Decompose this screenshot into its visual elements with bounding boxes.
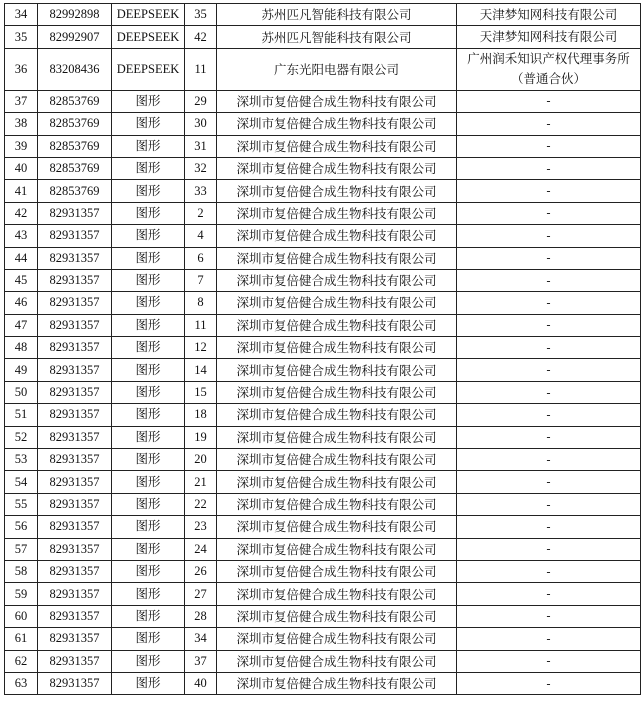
agent-cell: 广州润禾知识产权代理事务所（普通合伙） <box>457 48 641 90</box>
trademark-name-cell: DEEPSEEK <box>112 4 185 26</box>
table-row <box>5 292 641 314</box>
registration-number-cell: 82931357 <box>38 672 112 694</box>
applicant-cell: 深圳市复倍健合成生物科技有限公司 <box>217 292 457 314</box>
applicant-cell: 广东光阳电器有限公司 <box>217 48 457 90</box>
trademark-name-cell: 图形 <box>112 449 185 471</box>
agent-cell: - <box>457 672 641 694</box>
table-row <box>5 426 641 448</box>
row-number-cell: 49 <box>5 359 38 381</box>
applicant-cell: 深圳市复倍健合成生物科技有限公司 <box>217 202 457 224</box>
registration-number-cell: 82931357 <box>38 247 112 269</box>
class-cell: 31 <box>185 135 217 157</box>
trademark-name-cell: 图形 <box>112 493 185 515</box>
row-number-cell: 54 <box>5 471 38 493</box>
table-row <box>5 672 641 694</box>
table-row <box>5 247 641 269</box>
agent-cell: - <box>457 516 641 538</box>
applicant-cell: 深圳市复倍健合成生物科技有限公司 <box>217 493 457 515</box>
trademark-name-cell: 图形 <box>112 516 185 538</box>
trademark-name-cell: 图形 <box>112 90 185 112</box>
registration-number-cell: 82931357 <box>38 359 112 381</box>
row-number-cell: 42 <box>5 202 38 224</box>
registration-number-cell: 82931357 <box>38 225 112 247</box>
registration-number-cell: 82931357 <box>38 650 112 672</box>
applicant-cell: 深圳市复倍健合成生物科技有限公司 <box>217 560 457 582</box>
table-row <box>5 650 641 672</box>
applicant-cell: 苏州匹凡智能科技有限公司 <box>217 26 457 48</box>
table-row <box>5 628 641 650</box>
agent-cell: - <box>457 202 641 224</box>
agent-cell: - <box>457 493 641 515</box>
agent-cell: 天津梦知网科技有限公司 <box>457 26 641 48</box>
applicant-cell: 深圳市复倍健合成生物科技有限公司 <box>217 314 457 336</box>
table-row <box>5 516 641 538</box>
class-cell: 2 <box>185 202 217 224</box>
agent-cell: - <box>457 471 641 493</box>
agent-cell: - <box>457 90 641 112</box>
row-number-cell: 58 <box>5 560 38 582</box>
class-cell: 7 <box>185 269 217 291</box>
row-number-cell: 35 <box>5 26 38 48</box>
trademark-name-cell: 图形 <box>112 560 185 582</box>
table-row <box>5 269 641 291</box>
trademark-name-cell: 图形 <box>112 672 185 694</box>
class-cell: 14 <box>185 359 217 381</box>
applicant-cell: 深圳市复倍健合成生物科技有限公司 <box>217 426 457 448</box>
agent-cell: - <box>457 225 641 247</box>
class-cell: 8 <box>185 292 217 314</box>
registration-number-cell: 82853769 <box>38 180 112 202</box>
row-number-cell: 57 <box>5 538 38 560</box>
agent-cell: - <box>457 292 641 314</box>
applicant-cell: 深圳市复倍健合成生物科技有限公司 <box>217 605 457 627</box>
trademark-name-cell: 图形 <box>112 650 185 672</box>
trademark-name-cell: 图形 <box>112 359 185 381</box>
applicant-cell: 深圳市复倍健合成生物科技有限公司 <box>217 269 457 291</box>
registration-number-cell: 82931357 <box>38 202 112 224</box>
class-cell: 6 <box>185 247 217 269</box>
class-cell: 21 <box>185 471 217 493</box>
class-cell: 40 <box>185 672 217 694</box>
registration-number-cell: 82931357 <box>38 426 112 448</box>
table-row <box>5 337 641 359</box>
applicant-cell: 深圳市复倍健合成生物科技有限公司 <box>217 157 457 179</box>
trademark-table <box>4 3 641 695</box>
registration-number-cell: 83208436 <box>38 48 112 90</box>
row-number-cell: 61 <box>5 628 38 650</box>
class-cell: 20 <box>185 449 217 471</box>
table-row <box>5 404 641 426</box>
table-row <box>5 449 641 471</box>
class-cell: 33 <box>185 180 217 202</box>
row-number-cell: 41 <box>5 180 38 202</box>
registration-number-cell: 82931357 <box>38 337 112 359</box>
row-number-cell: 53 <box>5 449 38 471</box>
row-number-cell: 45 <box>5 269 38 291</box>
class-cell: 29 <box>185 90 217 112</box>
agent-cell: - <box>457 247 641 269</box>
class-cell: 32 <box>185 157 217 179</box>
applicant-cell: 深圳市复倍健合成生物科技有限公司 <box>217 180 457 202</box>
trademark-name-cell: 图形 <box>112 247 185 269</box>
agent-cell: - <box>457 449 641 471</box>
row-number-cell: 34 <box>5 4 38 26</box>
registration-number-cell: 82931357 <box>38 628 112 650</box>
applicant-cell: 深圳市复倍健合成生物科技有限公司 <box>217 359 457 381</box>
trademark-name-cell: DEEPSEEK <box>112 48 185 90</box>
table-row <box>5 493 641 515</box>
agent-cell: - <box>457 583 641 605</box>
trademark-name-cell: 图形 <box>112 135 185 157</box>
class-cell: 12 <box>185 337 217 359</box>
trademark-name-cell: 图形 <box>112 583 185 605</box>
registration-number-cell: 82931357 <box>38 381 112 403</box>
applicant-cell: 深圳市复倍健合成生物科技有限公司 <box>217 628 457 650</box>
row-number-cell: 43 <box>5 225 38 247</box>
applicant-cell: 深圳市复倍健合成生物科技有限公司 <box>217 516 457 538</box>
trademark-name-cell: 图形 <box>112 404 185 426</box>
class-cell: 4 <box>185 225 217 247</box>
agent-cell: - <box>457 314 641 336</box>
registration-number-cell: 82931357 <box>38 605 112 627</box>
row-number-cell: 55 <box>5 493 38 515</box>
agent-cell: - <box>457 135 641 157</box>
row-number-cell: 39 <box>5 135 38 157</box>
row-number-cell: 44 <box>5 247 38 269</box>
trademark-name-cell: 图形 <box>112 426 185 448</box>
registration-number-cell: 82853769 <box>38 90 112 112</box>
row-number-cell: 47 <box>5 314 38 336</box>
trademark-name-cell: 图形 <box>112 180 185 202</box>
registration-number-cell: 82931357 <box>38 583 112 605</box>
class-cell: 42 <box>185 26 217 48</box>
agent-cell: - <box>457 113 641 135</box>
registration-number-cell: 82853769 <box>38 157 112 179</box>
registration-number-cell: 82931357 <box>38 314 112 336</box>
registration-number-cell: 82931357 <box>38 292 112 314</box>
trademark-name-cell: 图形 <box>112 314 185 336</box>
table-row <box>5 180 641 202</box>
agent-cell: - <box>457 560 641 582</box>
row-number-cell: 51 <box>5 404 38 426</box>
table-row <box>5 583 641 605</box>
registration-number-cell: 82931357 <box>38 560 112 582</box>
row-number-cell: 62 <box>5 650 38 672</box>
trademark-name-cell: 图形 <box>112 628 185 650</box>
row-number-cell: 40 <box>5 157 38 179</box>
row-number-cell: 37 <box>5 90 38 112</box>
agent-cell: - <box>457 180 641 202</box>
row-number-cell: 46 <box>5 292 38 314</box>
trademark-name-cell: DEEPSEEK <box>112 26 185 48</box>
applicant-cell: 苏州匹凡智能科技有限公司 <box>217 4 457 26</box>
class-cell: 15 <box>185 381 217 403</box>
trademark-name-cell: 图形 <box>112 202 185 224</box>
table-row <box>5 359 641 381</box>
agent-cell: - <box>457 337 641 359</box>
registration-number-cell: 82992898 <box>38 4 112 26</box>
trademark-name-cell: 图形 <box>112 292 185 314</box>
registration-number-cell: 82931357 <box>38 449 112 471</box>
trademark-name-cell: 图形 <box>112 269 185 291</box>
applicant-cell: 深圳市复倍健合成生物科技有限公司 <box>217 449 457 471</box>
applicant-cell: 深圳市复倍健合成生物科技有限公司 <box>217 538 457 560</box>
trademark-name-cell: 图形 <box>112 538 185 560</box>
applicant-cell: 深圳市复倍健合成生物科技有限公司 <box>217 650 457 672</box>
registration-number-cell: 82931357 <box>38 471 112 493</box>
class-cell: 34 <box>185 628 217 650</box>
class-cell: 26 <box>185 560 217 582</box>
row-number-cell: 60 <box>5 605 38 627</box>
registration-number-cell: 82931357 <box>38 538 112 560</box>
trademark-name-cell: 图形 <box>112 381 185 403</box>
class-cell: 11 <box>185 48 217 90</box>
registration-number-cell: 82931357 <box>38 516 112 538</box>
trademark-name-cell: 图形 <box>112 157 185 179</box>
trademark-name-cell: 图形 <box>112 337 185 359</box>
agent-cell: - <box>457 605 641 627</box>
table-row <box>5 605 641 627</box>
agent-cell: 天津梦知网科技有限公司 <box>457 4 641 26</box>
table-row <box>5 90 641 112</box>
trademark-name-cell: 图形 <box>112 225 185 247</box>
table-row <box>5 225 641 247</box>
agent-cell: - <box>457 359 641 381</box>
applicant-cell: 深圳市复倍健合成生物科技有限公司 <box>217 247 457 269</box>
class-cell: 28 <box>185 605 217 627</box>
applicant-cell: 深圳市复倍健合成生物科技有限公司 <box>217 404 457 426</box>
agent-cell: - <box>457 381 641 403</box>
row-number-cell: 63 <box>5 672 38 694</box>
registration-number-cell: 82992907 <box>38 26 112 48</box>
class-cell: 19 <box>185 426 217 448</box>
agent-cell: - <box>457 650 641 672</box>
applicant-cell: 深圳市复倍健合成生物科技有限公司 <box>217 225 457 247</box>
row-number-cell: 59 <box>5 583 38 605</box>
registration-number-cell: 82931357 <box>38 493 112 515</box>
class-cell: 24 <box>185 538 217 560</box>
applicant-cell: 深圳市复倍健合成生物科技有限公司 <box>217 672 457 694</box>
agent-cell: - <box>457 538 641 560</box>
class-cell: 11 <box>185 314 217 336</box>
table-row <box>5 48 641 90</box>
registration-number-cell: 82931357 <box>38 404 112 426</box>
table-row <box>5 26 641 48</box>
trademark-name-cell: 图形 <box>112 471 185 493</box>
applicant-cell: 深圳市复倍健合成生物科技有限公司 <box>217 381 457 403</box>
agent-cell: - <box>457 628 641 650</box>
row-number-cell: 38 <box>5 113 38 135</box>
row-number-cell: 52 <box>5 426 38 448</box>
row-number-cell: 56 <box>5 516 38 538</box>
table-row <box>5 381 641 403</box>
agent-cell: - <box>457 269 641 291</box>
registration-number-cell: 82853769 <box>38 113 112 135</box>
table-row <box>5 314 641 336</box>
class-cell: 35 <box>185 4 217 26</box>
trademark-name-cell: 图形 <box>112 605 185 627</box>
trademark-name-cell: 图形 <box>112 113 185 135</box>
class-cell: 27 <box>185 583 217 605</box>
table-row <box>5 4 641 26</box>
agent-cell: - <box>457 426 641 448</box>
table-row <box>5 471 641 493</box>
applicant-cell: 深圳市复倍健合成生物科技有限公司 <box>217 471 457 493</box>
applicant-cell: 深圳市复倍健合成生物科技有限公司 <box>217 337 457 359</box>
table-row <box>5 538 641 560</box>
table-body <box>5 4 641 695</box>
agent-cell: - <box>457 157 641 179</box>
class-cell: 37 <box>185 650 217 672</box>
applicant-cell: 深圳市复倍健合成生物科技有限公司 <box>217 113 457 135</box>
class-cell: 22 <box>185 493 217 515</box>
class-cell: 30 <box>185 113 217 135</box>
applicant-cell: 深圳市复倍健合成生物科技有限公司 <box>217 135 457 157</box>
class-cell: 23 <box>185 516 217 538</box>
table-row <box>5 560 641 582</box>
registration-number-cell: 82931357 <box>38 269 112 291</box>
table-row <box>5 202 641 224</box>
applicant-cell: 深圳市复倍健合成生物科技有限公司 <box>217 583 457 605</box>
agent-cell: - <box>457 404 641 426</box>
row-number-cell: 50 <box>5 381 38 403</box>
table-row <box>5 135 641 157</box>
applicant-cell: 深圳市复倍健合成生物科技有限公司 <box>217 90 457 112</box>
table-row <box>5 157 641 179</box>
row-number-cell: 36 <box>5 48 38 90</box>
registration-number-cell: 82853769 <box>38 135 112 157</box>
row-number-cell: 48 <box>5 337 38 359</box>
table-row <box>5 113 641 135</box>
class-cell: 18 <box>185 404 217 426</box>
